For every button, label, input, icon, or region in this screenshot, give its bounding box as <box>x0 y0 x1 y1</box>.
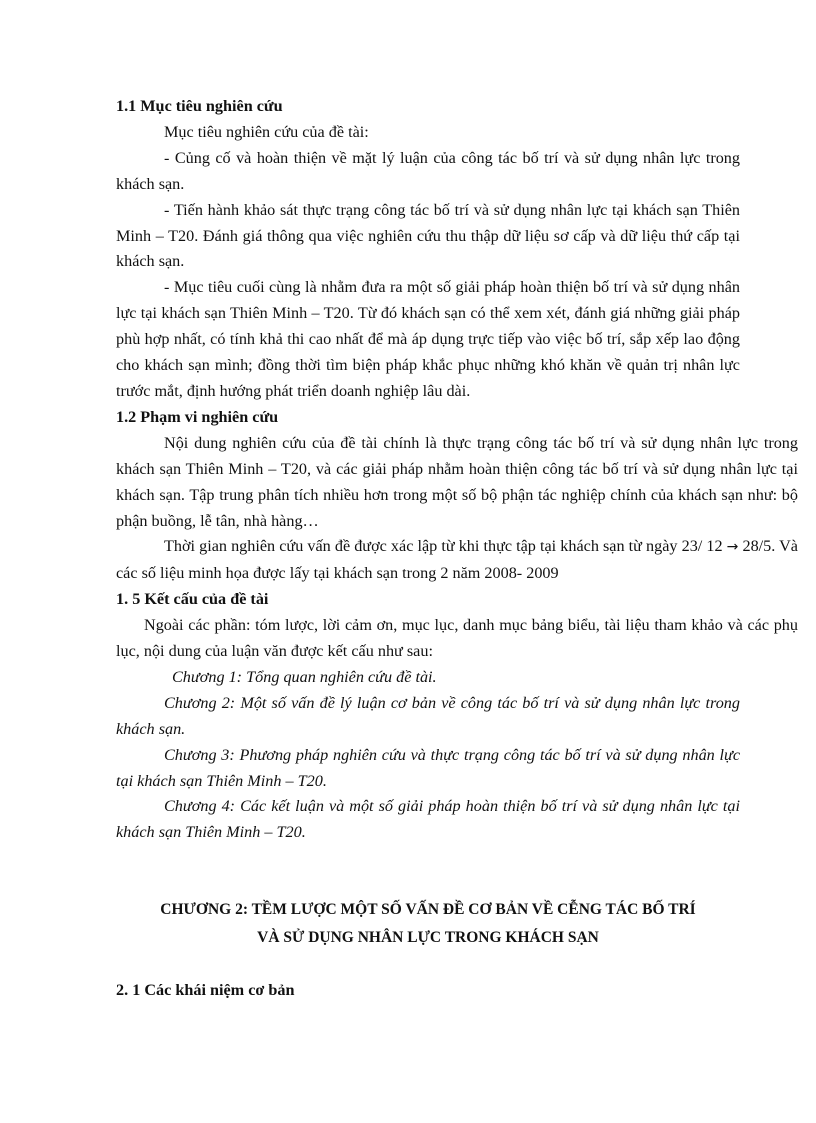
para2-end: 28/5. Và các số liệu minh họa được lấy tại khách sạn trong 2 năm 2008- 2009 <box>116 537 798 583</box>
section-1-1-heading: 1.1 Mục tiêu nghiên cứu <box>116 97 283 115</box>
chapter-2-title <box>116 896 740 952</box>
section-1-2-para2 <box>116 534 798 587</box>
arrow-right-icon: → <box>726 539 739 556</box>
para2-start: Thời gian nghiên cứu vấn đề được xác lập từ khi thực tập tại khách sạn từ ngày 23/ 12 <box>164 537 723 556</box>
section-1-2-heading: 1.2 Phạm vi nghiên cứu <box>116 407 279 426</box>
section-1-5-intro: Ngoài các phần: tóm lược, lời cảm ơn, mục lục, danh mục bảng biểu, tài liệu tham khảo và các phụ lục, nội dung của luận văn được kết cấu như sau: <box>116 616 798 661</box>
bullet-1: - Củng cố và hoàn thiện về mặt lý luận của công tác bố trí và sử dụng nhân lực trong khách sạn. <box>116 148 740 193</box>
section-1-5-heading: 1. 5 Kết cấu của đề tài <box>116 590 269 609</box>
chapter-item-4: Chương 4: Các kết luận và một số giải pháp hoàn thiện bố trí và sử dụng nhân lực tại khách sạn Thiên Minh – T20. <box>116 797 740 842</box>
chapter-item-1: Chương 1: Tổng quan nghiên cứu đề tài. <box>172 667 437 686</box>
chapter-2-title-line-1: CHƯƠNG 2: TỀM LƯỢC MỘT SỐ VẤN ĐỀ CƠ BẢN VỀ CỄNG TÁC BỐ TRÍ <box>160 901 696 919</box>
chapter-item-3: Chương 3: Phương pháp nghiên cứu và thực trạng công tác bố trí và sử dụng nhân lực tại khách sạn Thiên Minh – T20. <box>116 745 740 790</box>
section-1-1-intro: Mục tiêu nghiên cứu của đề tài: <box>164 122 369 141</box>
section-2-1-heading: 2. 1 Các khái niệm cơ bản <box>116 981 295 1000</box>
document-body <box>116 94 798 1004</box>
chapter-item-2: Chương 2: Một số vấn đề lý luận cơ bản về công tác bố trí và sử dụng nhân lực trong khách sạn. <box>116 693 740 738</box>
section-1-2-para1: Nội dung nghiên cứu của đề tài chính là thực trạng công tác bố trí và sử dụng nhân lực trong khách sạn Thiên Minh – T20, và các giải pháp nhằm hoàn thiện công tác bố trí và sử dụng nhân lực tại khách sạn. Tập trung phân tích nhiều hơn trong một số bộ phận tác nghiệp chính của khách sạn như: bộ phận buồng, lễ tân, nhà hàng… <box>116 433 798 530</box>
bullet-2: - Tiến hành khảo sát thực trạng công tác bố trí và sử dụng nhân lực tại khách sạn Thiên Minh – T20. Đánh giá thông qua việc nghiên cứu thu thập dữ liệu sơ cấp và dữ liệu thứ cấp tại khách sạn. <box>116 200 740 271</box>
chapter-2-title-line-2: VÀ SỬ DỤNG NHÂN LỰC TRONG KHÁCH SẠN <box>257 929 599 947</box>
bullet-3: - Mục tiêu cuối cùng là nhằm đưa ra một số giải pháp hoàn thiện bố trí và sử dụng nhân lực tại khách sạn Thiên Minh – T20. Từ đó khách sạn có thể xem xét, đánh giá những giải pháp phù hợp nhất, có tính khả thi cao nhất để mà áp dụng trực tiếp vào việc bố trí, sắp xếp lao động cho khách sạn mình; đồng thời tìm biện pháp khắc phục những khó khăn về quản trị nhân lực trước mắt, định hướng phát triển doanh nghiệp lâu dài. <box>116 278 740 400</box>
